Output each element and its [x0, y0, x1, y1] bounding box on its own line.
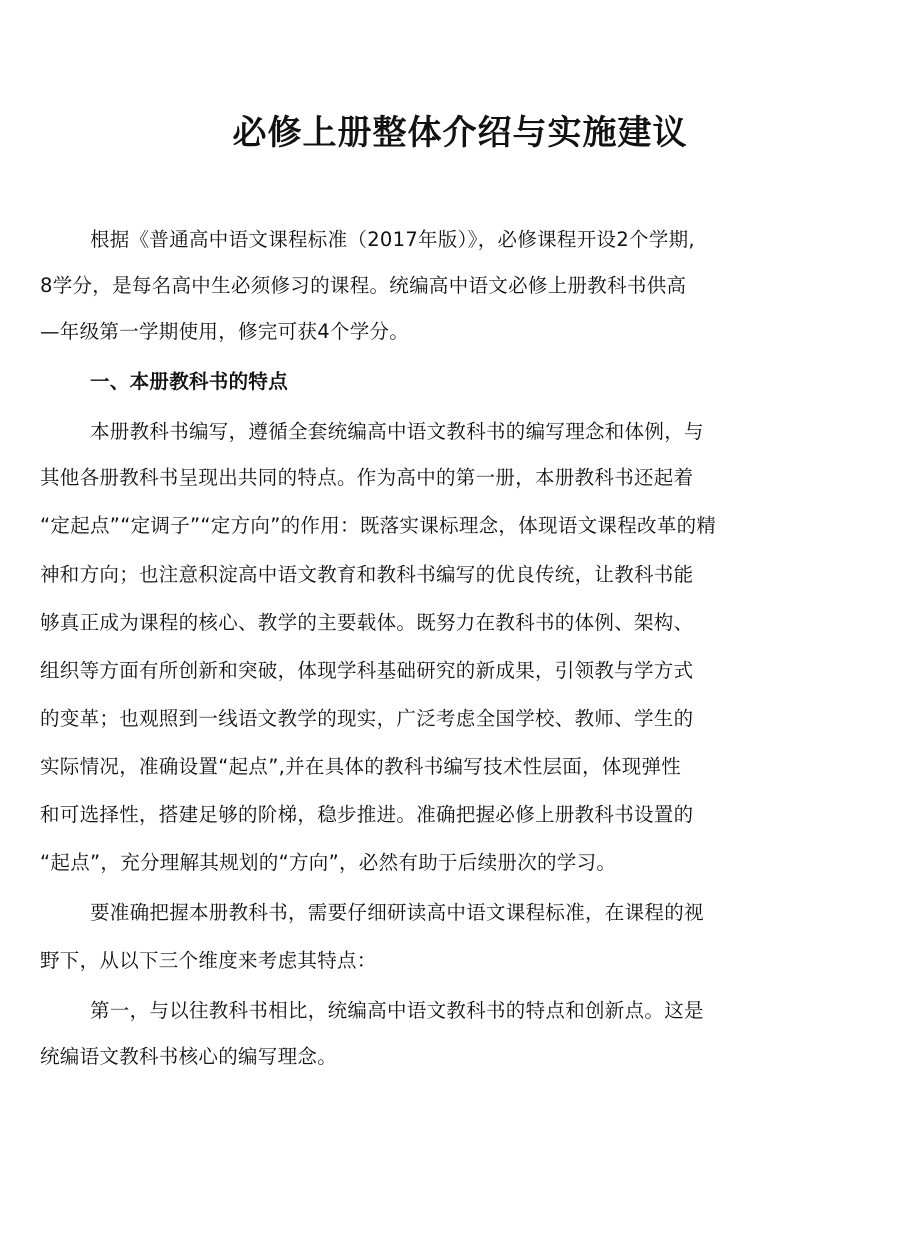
- paragraph-2-line-6: 组织等方面有所创新和突破，体现学科基础研究的新成果，引领教与学方式: [40, 659, 694, 682]
- paragraph-2-line-9: 和可选择性，搭建足够的阶梯，稳步推进。准确把握必修上册教科书设置的: [40, 803, 694, 826]
- paragraph-3-line-1: 要准确把握本册教科书，需要仔细研读高中语文课程标准，在课程的视: [90, 901, 704, 924]
- paragraph-1-line-3: —年级第一学期使用，修完可获4个学分。: [40, 320, 410, 343]
- paragraph-2-line-5: 够真正成为课程的核心、教学的主要载体。既努力在教科书的体例、架构、: [40, 611, 694, 634]
- paragraph-4-line-2: 统编语文教科书核心的编写理念。: [40, 1045, 338, 1068]
- paragraph-2-line-10: “起点”，充分理解其规划的“方向”，必然有助于后续册次的学习。: [40, 851, 617, 874]
- paragraph-2-line-2: 其他各册教科书呈现出共同的特点。作为高中的第一册，本册教科书还起着: [40, 466, 694, 489]
- paragraph-2-line-4: 神和方向；也注意积淀高中语文教育和教科书编写的优良传统，让教科书能: [40, 563, 694, 586]
- paragraph-2-line-1: 本册教科书编写，遵循全套统编高中语文教科书的编写理念和体例，与: [90, 420, 704, 443]
- section-heading-1: 一、本册教科书的特点: [90, 370, 289, 393]
- paragraph-3-line-2: 野下，从以下三个维度来考虑其特点：: [40, 949, 377, 972]
- paragraph-4-line-1: 第一，与以往教科书相比，统编高中语文教科书的特点和创新点。这是: [90, 999, 704, 1022]
- paragraph-2-line-8: 实际情况，准确设置“起点”,并在具体的教科书编写技术性层面，体现弹性: [40, 755, 682, 778]
- paragraph-2-line-7: 的变革；也观照到一线语文教学的现实，广泛考虑全国学校、教师、学生的: [40, 707, 694, 730]
- paragraph-2-line-3: “定起点”“定调子”“定方向”的作用：既落实课标理念，体现语文课程改革的精: [40, 514, 717, 537]
- document-title: 必修上册整体介绍与实施建议: [232, 113, 688, 153]
- paragraph-1-line-2: 8学分，是每名高中生必须修习的课程。统编高中语文必修上册教科书供高: [40, 274, 687, 297]
- paragraph-1-line-1: 根据《普通高中语文课程标准（2017年版）》，必修课程开设2个学期,: [90, 228, 695, 251]
